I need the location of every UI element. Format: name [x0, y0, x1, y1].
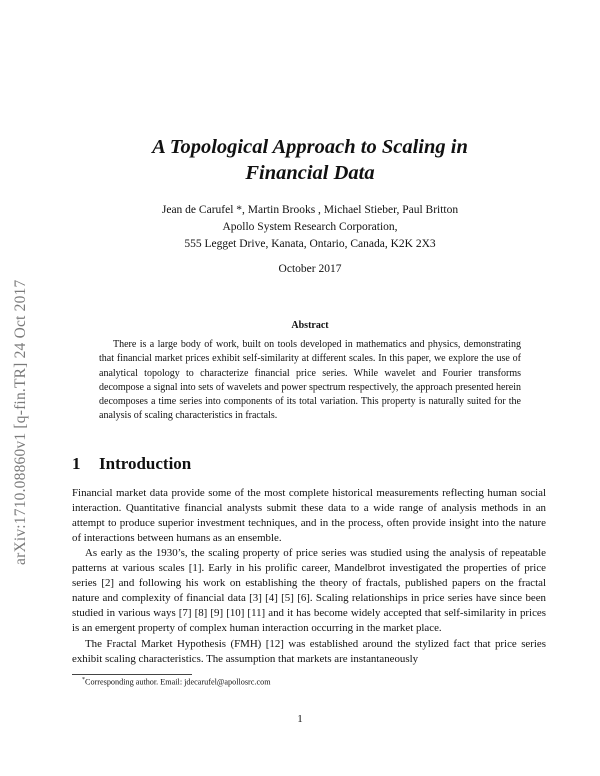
intro-paragraph-1: Financial market data provide some of the most complete historical measurements reflecting human social interaction. Quantitative financial analysts submit these data to a wide range of analysis methods in an attempt to produce superior investment techniques, and in the process, often provide insight into the nature of interactions between humans as an ensemble. [72, 487, 546, 545]
intro-paragraph-3: The Fractal Market Hypothesis (FMH) [12] was established around the stylized fact that price series exhibit scaling characteristics. The assumption that markets are instantaneously [72, 638, 546, 666]
title-line-1: A Topological Approach to Scaling in [152, 136, 468, 158]
affiliation: Apollo System Research Corporation, [222, 221, 398, 233]
footnote-rule [72, 674, 192, 675]
section-title: Introduction [99, 454, 192, 473]
section-heading [72, 454, 191, 474]
section-number: 1 [72, 454, 81, 473]
paper-title [60, 134, 560, 186]
author-list: Jean de Carufel *, Martin Brooks , Michael Stieber, Paul Britton [161, 204, 459, 216]
footnote-mark: * [82, 677, 85, 683]
intro-paragraph-2: As early as the 1930’s, the scaling property of price series was studied using the analysis of repeatable patterns at various scales [1]. Early in his prolific career, Mandelbrot investigated the properties of price series [2] and following his work on establishing the theory of fractals, published papers on the fractal nature and complexity of financial data [3] [4] [5] [6]. Scaling relationships in price series have since been studied in various ways [7] [8] [9] [10] [11] and it has become widely accepted that self-similarity in prices is an emergent property of complex human interaction occurring in the market place. [72, 547, 546, 635]
abstract-heading: Abstract [291, 320, 329, 331]
publication-date: October 2017 [278, 263, 342, 275]
title-line-2: Financial Data [245, 162, 375, 184]
page-number: 1 [297, 713, 303, 725]
address: 555 Legget Drive, Kanata, Ontario, Canada, K2K 2X3 [184, 238, 436, 250]
arxiv-identifier: arXiv:1710.08860v1 [q-fin.TR] 24 Oct 2017 [12, 279, 29, 565]
abstract-text: There is a large body of work, built on tools developed in mathematics and physics, demonstrating that financial market prices exhibit self-similarity at different scales. In this paper, we explore the use of analytical topology to characterize financial price series. While wavelet and Fourier transforms decompose a signal into sets of wavelets and power spectrum respectively, the approach presented herein decomposes a time series into components of its total variation. This property is naturally suited for the analysis of scaling characteristics in fractals. [99, 339, 521, 422]
footnote-text: Corresponding author. Email: jdecarufel@apollosrc.com [85, 677, 271, 687]
footnote [82, 677, 271, 687]
